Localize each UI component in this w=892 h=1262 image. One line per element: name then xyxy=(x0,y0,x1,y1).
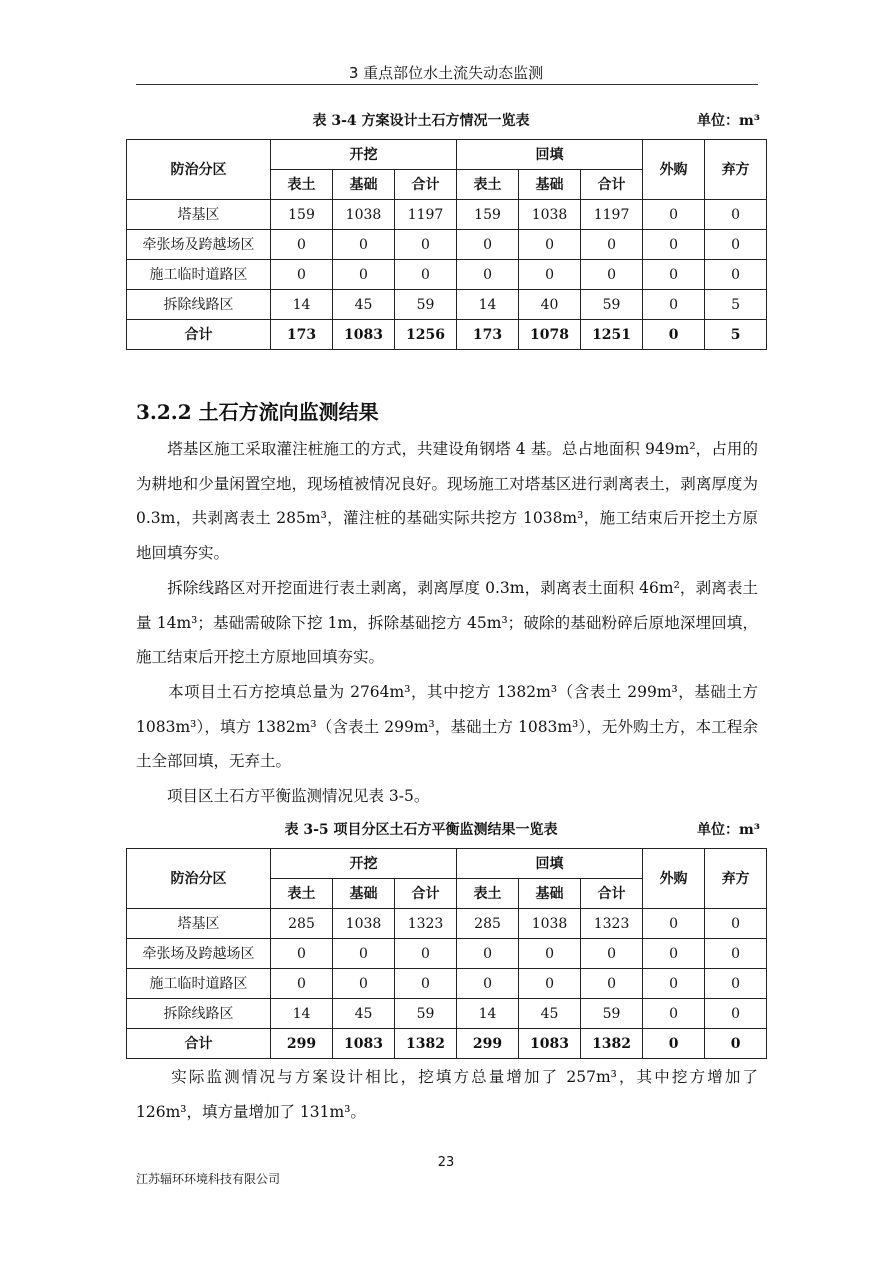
table-cell: 0 xyxy=(643,939,705,969)
table-cell: 0 xyxy=(643,260,705,290)
table-cell: 1038 xyxy=(519,909,581,939)
table-cell: 45 xyxy=(333,290,395,320)
row-zone-cell: 合计 xyxy=(127,320,271,350)
row-zone-cell: 合计 xyxy=(127,1029,271,1059)
table-cell: 0 xyxy=(519,969,581,999)
paragraph: 塔基区施工采取灌注桩施工的方式，共建设角钢塔 4 基。总占地面积 949m²，占用的为耕地和少量闲置空地，现场植被情况良好。现场施工对塔基区进行剥离表土，剥离厚度为 0.3m，共剥离表土 285m³，灌注桩的基础实际共挖方 1038m³，施工结束后开挖土方原地回填夯实。 xyxy=(136,440,758,562)
table-cell: 0 xyxy=(333,939,395,969)
table-unit: 单位：m³ xyxy=(697,822,760,838)
table-cell: 173 xyxy=(457,320,519,350)
table-cell: 0 xyxy=(457,969,519,999)
table-cell: 0 xyxy=(643,1029,705,1059)
row-zone-cell: 牵张场及跨越场区 xyxy=(127,230,271,260)
table-row xyxy=(127,230,767,260)
paragraph: 项目区土石方平衡监测情况见表 3-5。 xyxy=(136,787,430,805)
table-cell: 1251 xyxy=(581,320,643,350)
table-cell: 1038 xyxy=(519,200,581,230)
table-cell: 1382 xyxy=(395,1029,457,1059)
table-cell: 1038 xyxy=(333,909,395,939)
header-rule xyxy=(136,84,758,85)
table-cell: 0 xyxy=(271,939,333,969)
table-3-5-caption-bar xyxy=(126,819,766,839)
table-unit: 单位：m³ xyxy=(697,113,760,129)
table-cell: 1323 xyxy=(395,909,457,939)
table-cell: 14 xyxy=(457,290,519,320)
table-cell: 0 xyxy=(643,999,705,1029)
table-row xyxy=(127,969,767,999)
table-cell: 1197 xyxy=(581,200,643,230)
table-3-4 xyxy=(126,139,767,350)
table-cell: 0 xyxy=(643,200,705,230)
table-cell: 14 xyxy=(457,999,519,1029)
table-cell: 0 xyxy=(395,969,457,999)
table-cell: 0 xyxy=(333,260,395,290)
header-subtotal: 合计 xyxy=(395,170,457,200)
table-cell: 1083 xyxy=(519,1029,581,1059)
header-excavation: 开挖 xyxy=(271,140,457,170)
row-zone-cell: 拆除线路区 xyxy=(127,290,271,320)
header-topsoil: 表土 xyxy=(457,170,519,200)
table-cell: 299 xyxy=(271,1029,333,1059)
table-cell: 0 xyxy=(271,230,333,260)
table-cell: 59 xyxy=(395,999,457,1029)
table-caption: 表 3-5 项目分区土石方平衡监测结果一览表 xyxy=(284,822,558,838)
header-topsoil: 表土 xyxy=(271,170,333,200)
table-cell: 59 xyxy=(581,290,643,320)
table-cell: 45 xyxy=(333,999,395,1029)
table-cell: 159 xyxy=(457,200,519,230)
paragraph: 拆除线路区对开挖面进行表土剥离，剥离厚度 0.3m，剥离表土面积 46m²，剥离表土量 14m³；基础需破除下挖 1m，拆除基础挖方 45m³；破除的基础粉碎后原地深埋回填，施工结束后开挖土方原地回填夯实。 xyxy=(136,579,758,666)
table-cell: 1256 xyxy=(395,320,457,350)
table-row xyxy=(127,290,767,320)
header-zone: 防治分区 xyxy=(127,849,271,909)
header-subtotal: 合计 xyxy=(581,879,643,909)
paragraph: 实际监测情况与方案设计相比，挖填方总量增加了 257m³，其中挖方增加了 126m³，填方量增加了 131m³。 xyxy=(136,1068,758,1121)
table-row xyxy=(127,999,767,1029)
table-cell: 0 xyxy=(705,969,767,999)
header-excavation: 开挖 xyxy=(271,849,457,879)
table-cell: 0 xyxy=(457,260,519,290)
footer-company: 江苏辐环环境科技有限公司 xyxy=(136,1172,281,1186)
table-cell: 0 xyxy=(519,260,581,290)
table-cell: 0 xyxy=(705,200,767,230)
table-cell: 1323 xyxy=(581,909,643,939)
header-zone: 防治分区 xyxy=(127,140,271,200)
table-cell: 0 xyxy=(581,260,643,290)
table-cell: 0 xyxy=(705,999,767,1029)
header-foundation: 基础 xyxy=(519,879,581,909)
table-cell: 0 xyxy=(271,969,333,999)
row-zone-cell: 牵张场及跨越场区 xyxy=(127,939,271,969)
table-cell: 0 xyxy=(643,230,705,260)
header-waste: 弃方 xyxy=(705,140,767,200)
table-cell: 0 xyxy=(395,260,457,290)
table-cell: 59 xyxy=(581,999,643,1029)
header-topsoil: 表土 xyxy=(271,879,333,909)
table-cell: 0 xyxy=(643,320,705,350)
table-cell: 0 xyxy=(333,230,395,260)
table-cell: 299 xyxy=(457,1029,519,1059)
header-purchase: 外购 xyxy=(643,140,705,200)
table-cell: 285 xyxy=(271,909,333,939)
table-cell: 0 xyxy=(519,939,581,969)
header-purchase: 外购 xyxy=(643,849,705,909)
header-backfill: 回填 xyxy=(457,140,643,170)
header-subtotal: 合计 xyxy=(581,170,643,200)
table-cell: 45 xyxy=(519,999,581,1029)
table-cell: 0 xyxy=(271,260,333,290)
table-row xyxy=(127,260,767,290)
table-cell: 0 xyxy=(457,939,519,969)
table-cell: 0 xyxy=(395,939,457,969)
table-cell: 5 xyxy=(705,320,767,350)
row-zone-cell: 塔基区 xyxy=(127,200,271,230)
table-cell: 0 xyxy=(519,230,581,260)
section-heading: 3.2.2 土石方流向监测结果 xyxy=(136,400,379,424)
table-cell: 59 xyxy=(395,290,457,320)
table-cell: 0 xyxy=(581,230,643,260)
header-foundation: 基础 xyxy=(519,170,581,200)
table-cell: 1038 xyxy=(333,200,395,230)
row-zone-cell: 施工临时道路区 xyxy=(127,260,271,290)
table-row xyxy=(127,909,767,939)
table-cell: 0 xyxy=(643,969,705,999)
table-cell: 0 xyxy=(705,939,767,969)
table-caption: 表 3-4 方案设计土石方情况一览表 xyxy=(312,113,530,129)
row-zone-cell: 施工临时道路区 xyxy=(127,969,271,999)
table-cell: 1083 xyxy=(333,320,395,350)
table-total-row xyxy=(127,320,767,350)
table-cell: 0 xyxy=(333,969,395,999)
table-cell: 1382 xyxy=(581,1029,643,1059)
table-total-row xyxy=(127,1029,767,1059)
header-foundation: 基础 xyxy=(333,879,395,909)
row-zone-cell: 拆除线路区 xyxy=(127,999,271,1029)
header-waste: 弃方 xyxy=(705,849,767,909)
table-cell: 173 xyxy=(271,320,333,350)
table-row xyxy=(127,200,767,230)
row-zone-cell: 塔基区 xyxy=(127,909,271,939)
table-cell: 0 xyxy=(705,1029,767,1059)
table-cell: 1083 xyxy=(333,1029,395,1059)
header-subtotal: 合计 xyxy=(395,879,457,909)
table-cell: 0 xyxy=(705,260,767,290)
table-cell: 159 xyxy=(271,200,333,230)
table-cell: 0 xyxy=(643,909,705,939)
table-cell: 5 xyxy=(705,290,767,320)
table-cell: 0 xyxy=(395,230,457,260)
table-cell: 0 xyxy=(457,230,519,260)
table-cell: 285 xyxy=(457,909,519,939)
table-3-4-caption-bar xyxy=(126,110,766,130)
table-cell: 1197 xyxy=(395,200,457,230)
table-cell: 0 xyxy=(705,230,767,260)
table-cell: 0 xyxy=(581,969,643,999)
table-cell: 0 xyxy=(581,939,643,969)
header-backfill: 回填 xyxy=(457,849,643,879)
paragraph: 本项目土石方挖填总量为 2764m³，其中挖方 1382m³（含表土 299m³，基础土方 1083m³），填方 1382m³（含表土 299m³，基础土方 1083m³），无外购土方，本工程余土全部回填，无弃土。 xyxy=(136,683,758,770)
table-cell: 0 xyxy=(705,909,767,939)
table-cell: 14 xyxy=(271,999,333,1029)
table-row xyxy=(127,939,767,969)
table-cell: 1078 xyxy=(519,320,581,350)
page-number: 23 xyxy=(437,1155,455,1170)
running-header: 3 重点部位水土流失动态监测 xyxy=(348,64,544,82)
header-topsoil: 表土 xyxy=(457,879,519,909)
table-cell: 14 xyxy=(271,290,333,320)
table-cell: 0 xyxy=(643,290,705,320)
table-cell: 40 xyxy=(519,290,581,320)
header-foundation: 基础 xyxy=(333,170,395,200)
table-3-5 xyxy=(126,848,767,1059)
